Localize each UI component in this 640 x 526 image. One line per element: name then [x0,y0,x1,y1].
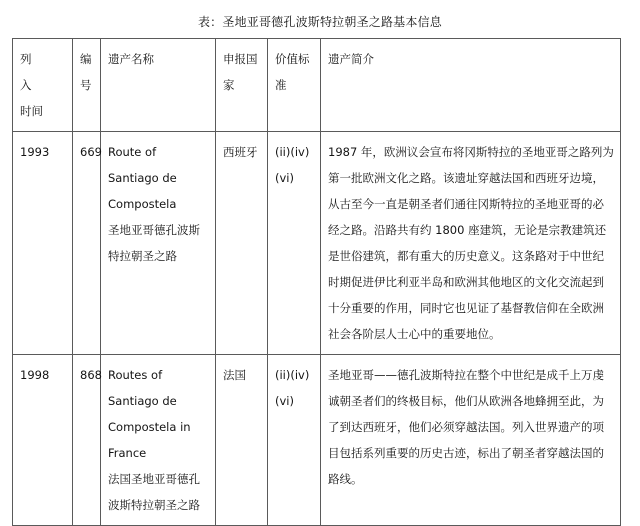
cell-country: 法国 [216,355,268,526]
column-header-criteria: 价值标准 [268,39,321,132]
table-body [13,132,621,526]
column-header-country: 申报国家 [216,39,268,132]
cell-name-english: Routes of Santiago de Compostela in France [108,368,191,460]
table-header [13,39,621,132]
cell-year: 1998 [13,355,73,526]
cell-name-chinese: 法国圣地亚哥德孔波斯特拉朝圣之路 [108,472,200,512]
table-caption: 表：圣地亚哥德孔波斯特拉朝圣之路基本信息 [197,15,442,29]
cell-description: 圣地亚哥——德孔波斯特拉在整个中世纪是成千上万虔诚朝圣者们的终极目标，他们从欧洲各地蜂拥至此，为了到达西班牙，他们必须穿越法国。列入世界遗产的项目包括系列重要的历史古迹，标出了朝圣者穿越法国的路线。 [321,355,621,526]
cell-id: 868 [73,355,101,526]
cell-criteria: (ii)(iv)(vi) [268,355,321,526]
cell-name-chinese: 圣地亚哥德孔波斯特拉朝圣之路 [108,223,200,263]
cell-description: 1987 年，欧洲议会宣布将冈斯特拉的圣地亚哥之路列为第一批欧洲文化之路。该遗址穿越法国和西班牙边境，从古至今一直是朝圣者们通往冈斯特拉的圣地亚哥的必经之路。沿路共有约 1800 座建筑，无论是宗教建筑还是世俗建筑，都有重大的历史意义。这条路对于中世纪时期促进伊比利亚半岛和欧洲其他地区的文化交流起到十分重要的作用，同时它也见证了基督教信仰在全欧洲社会各阶层人士心中的重要地位。 [321,132,621,355]
table-container [0,38,640,526]
cell-country: 西班牙 [216,132,268,355]
table-row [13,355,621,526]
cell-name [101,132,216,355]
column-header-name: 遗产名称 [101,39,216,132]
cell-id: 669 [73,132,101,355]
cell-name [101,355,216,526]
cell-criteria: (ii)(iv)(vi) [268,132,321,355]
column-header-description: 遗产简介 [321,39,621,132]
cell-name-english: Route of Santiago de Compostela [108,145,177,211]
column-header-year [13,39,73,132]
heritage-table [12,38,621,526]
column-header-year-line1: 列 入 [20,52,41,92]
column-header-year-line2: 时间 [20,104,43,118]
table-row [13,132,621,355]
table-header-row [13,39,621,132]
column-header-id: 编号 [73,39,101,132]
cell-year: 1993 [13,132,73,355]
